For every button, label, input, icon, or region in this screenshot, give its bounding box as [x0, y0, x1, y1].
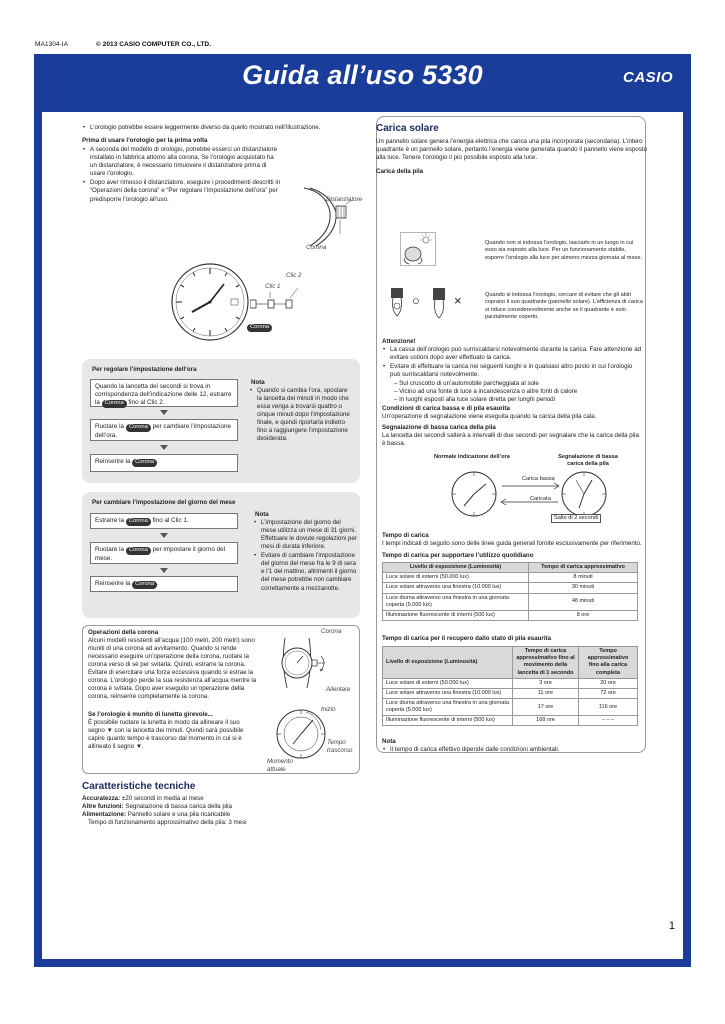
casio-logo: CASIO — [622, 69, 673, 86]
table-header: Tempo approssimativo fino alla carica completa — [579, 647, 638, 679]
tempo-trascorso-label: Tempo trascorso — [327, 739, 353, 755]
charge-time-text: I tempi indicati di seguito sono delle linee guida generali fornite esclusivamente per riferimento. — [382, 540, 642, 548]
flow-arrow — [160, 533, 168, 538]
time-box-title: Per regolare l’impostazione dell’ora — [92, 366, 197, 373]
flow-arrow — [160, 568, 168, 573]
first-use-item: • A seconda del modello di orologio, potrebbe esserci un distanziatore installato in fabbrica attorno alla corona. Se l’orologio acquistato ha un distanziatore, è necessario rimuovere il distanziatore prima di usare l’orologio. — [82, 146, 282, 178]
manual-frame — [34, 54, 691, 967]
charge-text-1: Quando non si indossa l’orologio, lasciarlo in un luogo in cui esso sia esposto alla luce. Per un funzionamento stabile, esporre l’orologio alla luce per almeno mezza giornata al mese. — [485, 240, 643, 261]
accuracy-label: Accuratezza: — [82, 795, 121, 802]
caricata-label: Caricata — [530, 496, 551, 502]
low-signal-label: Segnalazione di bassa carica della pila — [558, 454, 618, 468]
charge-title: Carica della pila — [376, 168, 424, 176]
low-charge-text: Un’operazione di segnalazione viene eseguita quando la carica della pila cala. — [382, 412, 597, 420]
momento-attuale-label: Momento attuale — [267, 758, 293, 774]
specs-title: Caratteristiche tecniche — [82, 781, 196, 792]
time-note-title: Nota — [251, 379, 265, 386]
attention-item: • Evitare di effettuare la carica nei seguenti luoghi e in qualsiasi altro posto in cui l’orologio può surriscaldarsi notevolmente. — [382, 363, 644, 379]
table-header: Livello di esposizione (Luminosità) — [383, 563, 529, 573]
intro-bullet: • L’orologio potrebbe essere leggermente diverso da quello mostrato nell’illustrazione. — [82, 124, 352, 132]
clic1-label: Clic 1 — [265, 283, 281, 290]
attention-item: • La cassa dell’orologio può surriscaldarsi notevolmente durante la carica. Fare attenzione ad evitare ustioni dopo aver effettuato la carica. — [382, 346, 644, 362]
daily-charge-table — [382, 562, 638, 621]
corona-label: Corona — [306, 244, 327, 251]
table-row: Luce diurna attraverso una finestra in una giornata coperta (5.000 lux) 48 minuti — [383, 593, 638, 610]
spacer-label: Distanziatore — [326, 196, 363, 203]
flow-arrow — [160, 410, 168, 415]
carica-bassa-label: Carica bassa — [522, 476, 555, 482]
crown-operations-box — [82, 625, 360, 774]
normal-time-label: Normale indicazione dell’ora — [434, 454, 510, 460]
crown-fig-label: Corona — [321, 628, 342, 635]
date-step-2: Ruotare la Corona per impostare il giorno del mese. — [90, 542, 238, 564]
watch-illustration — [170, 262, 250, 342]
note-item: • Il tempo di carica effettivo dipende dalle condizioni ambientali. — [382, 746, 644, 754]
battery-life: Tempo di funzionamento approssimativo della pila: 3 mesi — [88, 819, 247, 827]
charge-time-title: Tempo di carica — [382, 532, 429, 539]
note-title: Nota — [382, 738, 396, 746]
time-setting-box — [82, 359, 360, 483]
ok-mark: ○ — [412, 293, 420, 308]
table-header: Livello di esposizione (Luminosità) — [383, 647, 513, 679]
table-header: Tempo di carica approssimativo fino al movimento della lancetta di 1 secondo — [513, 647, 579, 679]
other-functions-label: Altre funzioni: — [82, 803, 124, 811]
time-note: • Quando si cambia l’ora, spostare la lancetta dei minuti in modo che essa venga a trovarsi quattro o cinque minuti dopo l’impostazione finale, e quindi riportarla indietro fino a raggiungere l’impostazione desiderata. — [249, 387, 353, 443]
specs-section — [82, 780, 362, 827]
crown-positions-illustration — [250, 288, 320, 328]
date-step-3: Reinserire la Corona . — [90, 576, 238, 592]
table-row: Illuminazione fluorescente di interni (500 lux) 8 ore — [383, 610, 638, 620]
table2-title: Tempo di carica per il recupero dallo stato di pila esaurita — [382, 635, 552, 643]
table-row: Luce solare attraverso una finestra (10.000 lux) 30 minuti — [383, 583, 638, 593]
time-step-1: Quando la lancetta dei secondi si trova in corrispondenza dell’indicazione delle 12, estrarre la Corona fino al Clic 2. — [90, 379, 238, 407]
table-row: Luce diurna attraverso una finestra in una giornata coperta (5.000 lux) 17 ore 116 ore — [383, 698, 638, 715]
power-label: Alimentazione: — [82, 811, 127, 819]
table-row: Luce solare di esterni (50.000 lux) 3 ore 20 ore — [383, 678, 638, 688]
flow-arrow — [160, 445, 168, 450]
table-row: Luce solare attraverso una finestra (10.000 lux) 11 ore 72 ore — [383, 688, 638, 698]
page-number: 1 — [668, 919, 675, 932]
date-step-1: Estrarre la Corona fino al Clic 1. — [90, 513, 238, 529]
inizio-label: Inizio — [321, 706, 336, 713]
date-note: • Evitare di cambiare l’impostazione del giorno del mese fra le 9 di sera e l’1 del mattino, altrimenti il giorno del mese potrebbe non cambiare correttamente a mezzanotte. — [253, 552, 357, 592]
attention-title: Attenzione! — [382, 338, 416, 345]
first-use-item: • Dopo aver rimosso il distanziatore, eseguire i procedimenti descritti in “Operazioni della corona” e “Per regolare l’impostazione dell’ora” per predisporre l’orologio all’uso. — [82, 179, 282, 203]
table-row: Luce solare di esterni (50.000 lux) 8 minuti — [383, 573, 638, 583]
doc-code: MA1304-IA — [35, 41, 68, 48]
ng-mark: × — [454, 293, 462, 308]
attention-sub: – In luoghi esposti alla luce solare diretta per lunghi periodi — [394, 396, 555, 404]
attention-section — [376, 338, 644, 448]
first-use-title: Prima di usare l’orologio per la prima volta — [82, 137, 208, 145]
signal-title: Segnalazione di bassa carica della pila — [382, 423, 496, 431]
salto-label: Salto di 2 secondi — [551, 514, 601, 523]
charge-text-2: Quando si indossa l’orologio, cercare di evitare che gli abiti coprano il suo quadrante (pannello solare). L’efficienza di carica si riduce considerevolmente anche se il quadrante è solo parzialmente coperto. — [485, 292, 643, 320]
crown-title: Operazioni della corona — [88, 629, 159, 636]
accuracy-value: ±20 secondi in media al mese — [121, 795, 204, 802]
bezel-text: È possibile ruotare la lunetta in modo da allineare il suo segno ▼ con la lancetta dei minuti. Quindi sarà possibile capire quanto tempo è trascorso dal momento in cui si è allineato il segno ▼. — [88, 719, 244, 751]
spacer-illustration — [296, 182, 366, 252]
other-functions-value: Segnalazione di bassa carica della pila — [125, 803, 232, 811]
power-value: Pannello solare e una pila ricaricabile — [127, 811, 231, 819]
time-step-3: Reinserire la Corona . — [90, 454, 238, 472]
recovery-charge-table — [382, 646, 638, 726]
clic2-label: Clic 2 — [286, 272, 302, 279]
bezel-title: Se l’orologio è munito di lunetta girevole... — [88, 711, 213, 718]
date-box-title: Per cambiare l’impostazione del giorno del mese — [92, 499, 236, 506]
crown-watch-illustration — [265, 636, 349, 690]
table1-title: Tempo di carica per supportare l’utilizzo quotidiano — [382, 552, 534, 560]
page-body — [42, 112, 683, 959]
date-note-title: Nota — [255, 511, 269, 518]
solar-intro: Un pannello solare genera l’energia elettrica che carica una pila incorporata (secondaria). L’intero quadrante è un pannello solare, pertanto l’energia viene generata quando il pannello viene esposto alla luce. Tenere l’orologio il più possibile esposto alla luce. — [376, 138, 648, 162]
low-charge-title: Condizioni di carica bassa e di pila esaurita — [382, 404, 510, 412]
allentare-label: Allentare — [326, 686, 351, 693]
date-setting-box — [82, 492, 360, 618]
right-column — [376, 118, 648, 177]
corona-pill: Corona — [247, 323, 272, 332]
time-step-2: Ruotare la Corona per cambiare l’impostazione dell’ora. — [90, 419, 238, 441]
table-header: Tempo di carica approssimativo — [529, 563, 638, 573]
date-note: • L’impostazione del giorno del mese utilizza un mese di 31 giorni. Effettuare le dovute regolazioni per mesi di durata inferiore. — [253, 519, 357, 551]
crown-text: Alcuni modelli resistenti all’acqua (100 metri, 200 metri) sono muniti di una corona ad avvitamento. Quando si rende necessario eseguire un’operazione della corona, ruotare la corona verso di sé per svitarla. Quindi, estrarre la corona. Evitare di esercitare una forza eccessiva quando si estrae la corona. L’orologio perde la sua resistenza all’acqua mentre la corona è svitata. Dopo aver eseguito un’operazione della corona, reinserire completamente la corona. — [88, 637, 257, 701]
charge-time-section — [382, 532, 644, 755]
copyright: © 2013 CASIO COMPUTER CO., LTD. — [96, 41, 212, 48]
page-title: Guida all’uso 5330 — [242, 60, 483, 90]
attention-sub: – Vicino ad una fonte di luce a incandescenza o altre fonti di calore — [394, 388, 578, 396]
attention-sub: – Sul cruscotto di un’automobile parcheggiata al sole — [394, 380, 539, 388]
solar-title: Carica solare — [376, 123, 439, 134]
signal-text: La lancetta dei secondi salterà a intervalli di due secondi per segnalare che la carica della pila è bassa. — [382, 431, 639, 447]
watch-in-light-icon — [400, 232, 436, 266]
table-row: Illuminazione fluorescente di interni (500 lux) 168 ore – – – — [383, 716, 638, 726]
